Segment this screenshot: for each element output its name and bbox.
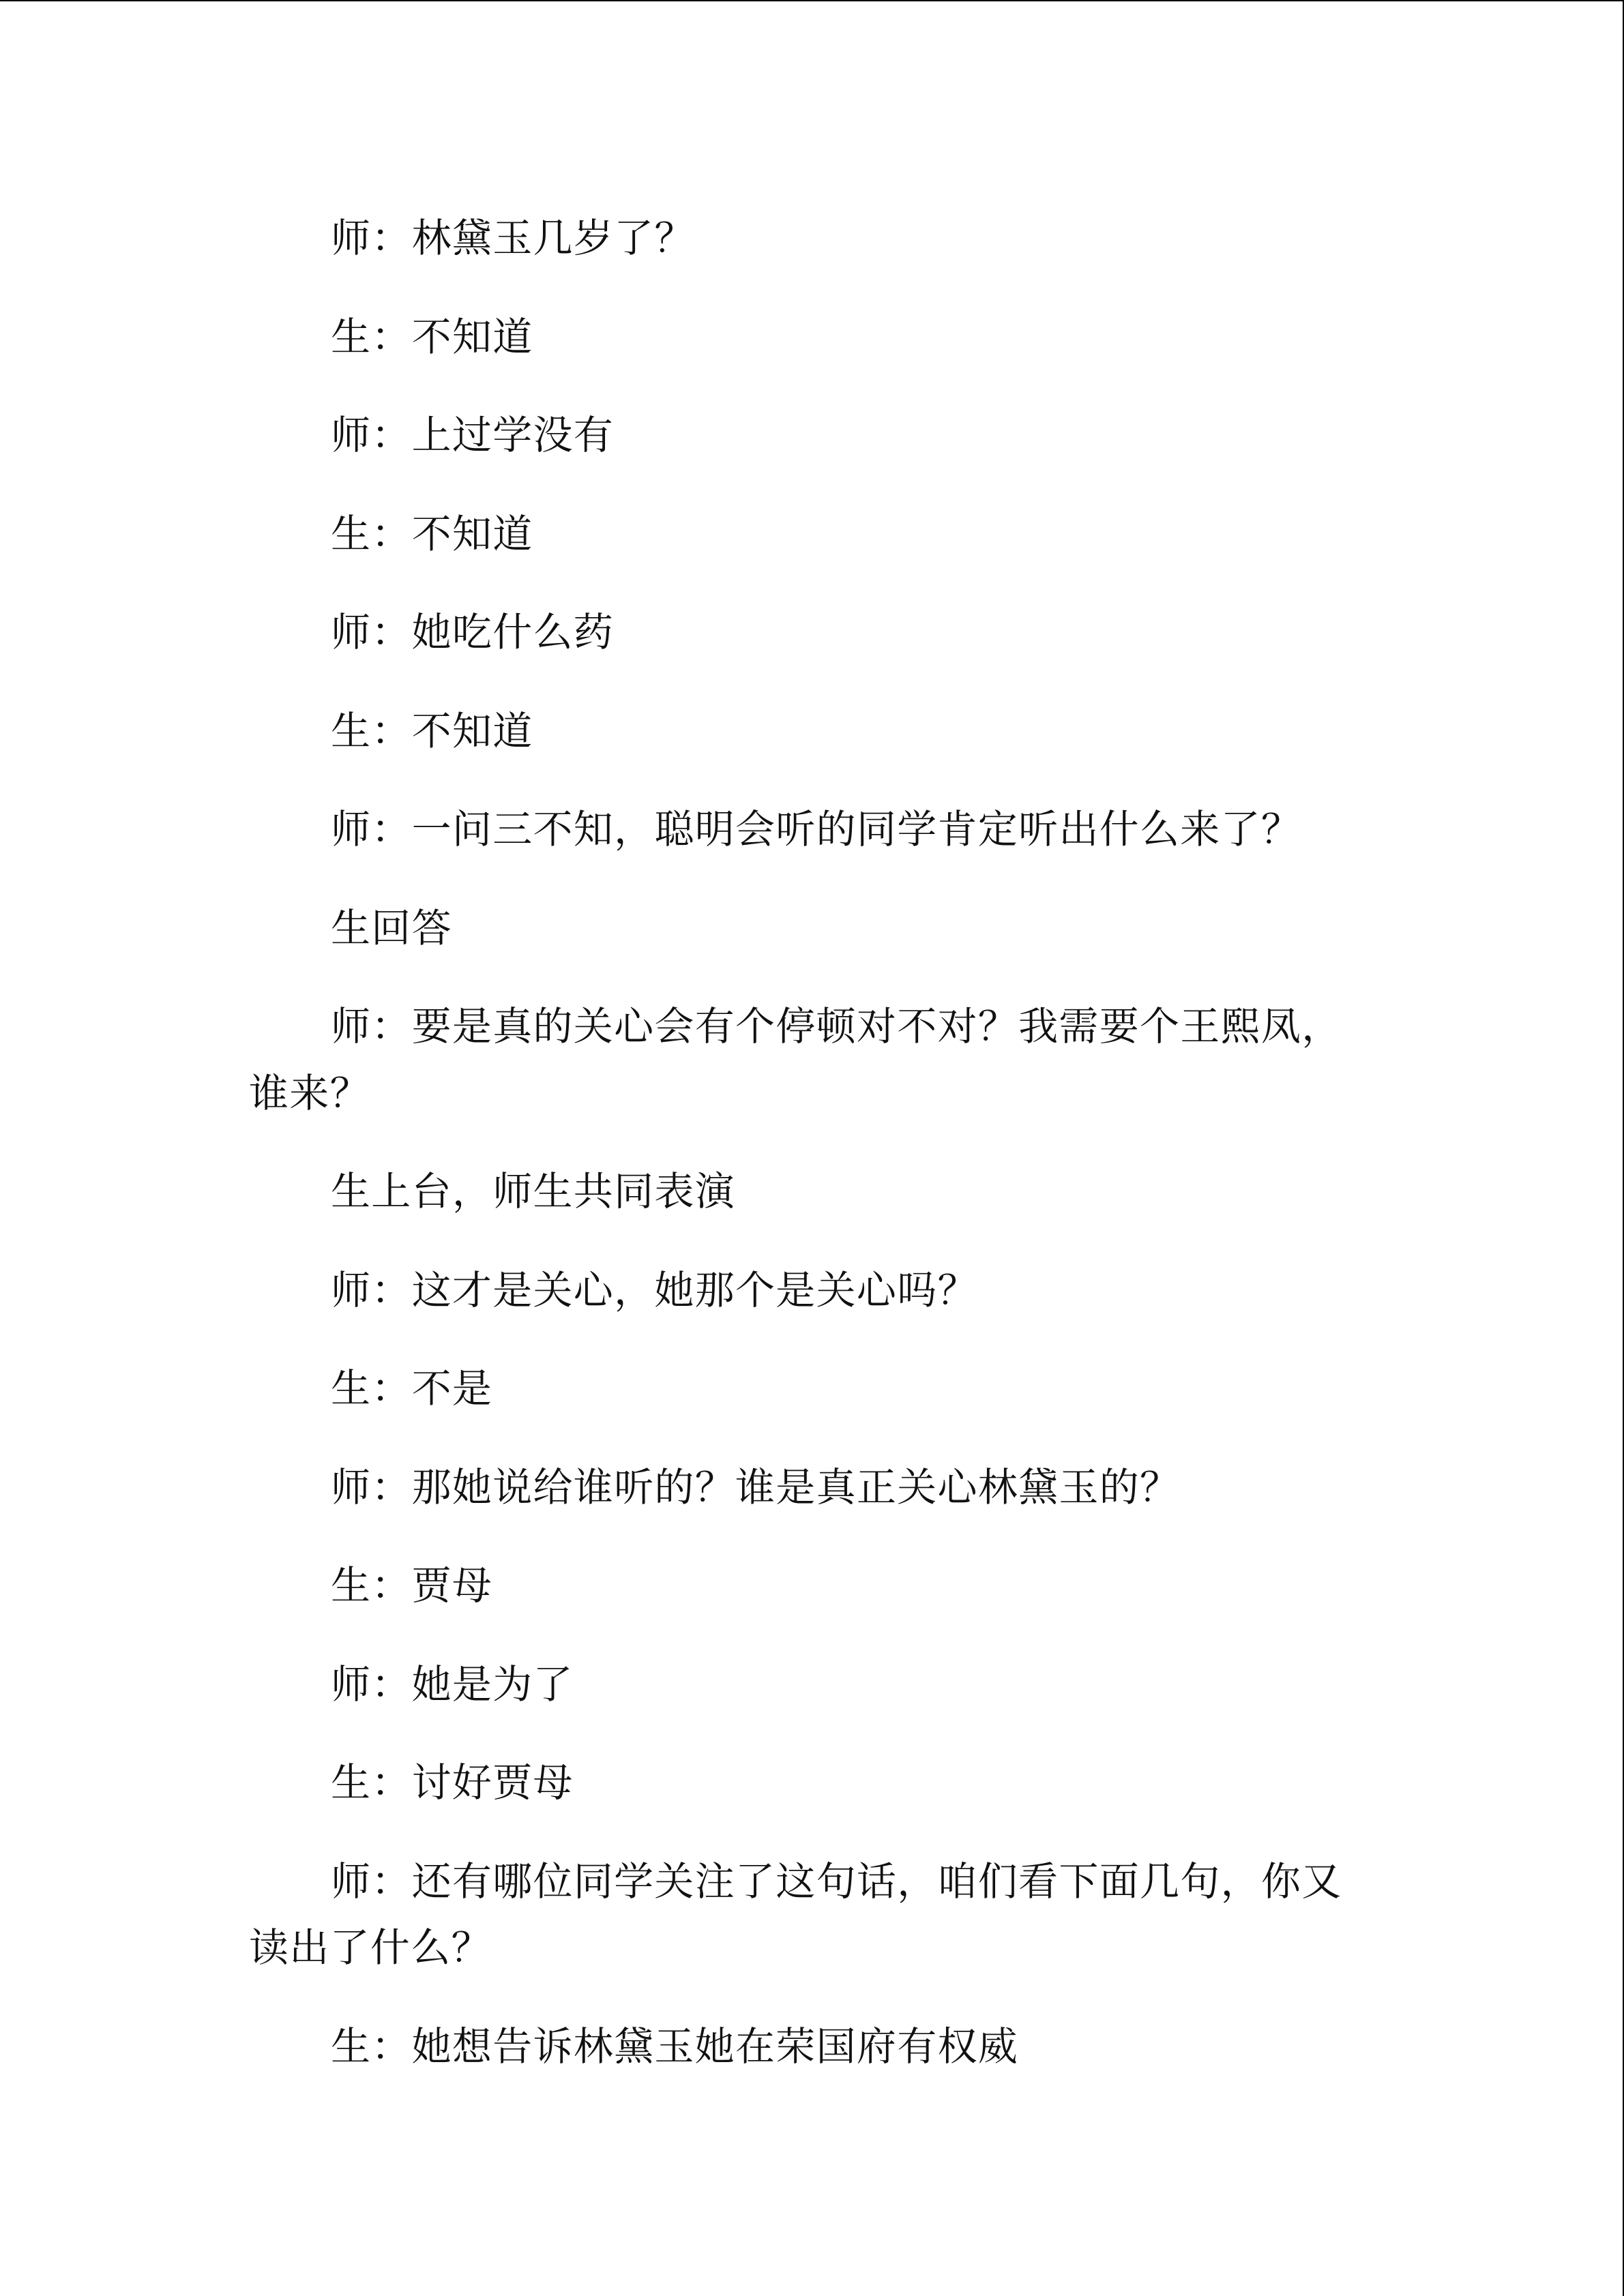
dialogue-paragraph — [249, 698, 1623, 765]
dialogue-line: 师：要是真的关心会有个停顿对不对？我需要个王熙凤， — [331, 1003, 1342, 1049]
dialogue-line-continuation: 谁来？ — [249, 1069, 370, 1116]
dialogue-paragraph — [249, 796, 1623, 863]
dialogue-line: 师：这才是关心，她那个是关心吗？ — [331, 1266, 978, 1313]
dialogue-line: 师：她是为了 — [331, 1660, 574, 1708]
dialogue-line: 生：不知道 — [331, 313, 533, 360]
dialogue-paragraph — [249, 205, 1623, 272]
dialogue-paragraph — [249, 1652, 1623, 1718]
dialogue-paragraph — [249, 1257, 1623, 1324]
dialogue-line: 生：她想告诉林黛玉她在荣国府有权威 — [331, 2023, 1019, 2070]
dialogue-line: 生上台，师生共同表演 — [331, 1168, 736, 1214]
dialogue-line: 师：一问三不知，聪明会听的同学肯定听出什么来了？ — [331, 806, 1302, 852]
dialogue-line: 生：讨好贾母 — [331, 1759, 574, 1806]
dialogue-paragraph — [249, 1849, 1623, 1982]
dialogue-line: 生：不知道 — [331, 510, 533, 557]
dialogue-paragraph — [249, 994, 1623, 1127]
dialogue-paragraph — [249, 599, 1623, 666]
dialogue-line: 师：上过学没有 — [331, 412, 615, 458]
dialogue-paragraph — [249, 1455, 1623, 1521]
dialogue-paragraph — [249, 1553, 1623, 1620]
dialogue-paragraph — [249, 1159, 1623, 1225]
dialogue-line: 生回答 — [331, 904, 452, 951]
dialogue-line: 生：不知道 — [331, 707, 533, 754]
dialogue-paragraph — [249, 1356, 1623, 1422]
dialogue-paragraph — [249, 501, 1623, 568]
dialogue-line: 师：还有哪位同学关注了这句话，咱们看下面几句，你又 — [331, 1858, 1342, 1905]
dialogue-line: 生：不是 — [331, 1365, 493, 1412]
dialogue-line: 师：林黛玉几岁了？ — [331, 215, 695, 261]
dialogue-line-continuation: 读出了什么？ — [249, 1924, 492, 1971]
dialogue-paragraph — [249, 304, 1623, 371]
dialogue-paragraph — [249, 2014, 1623, 2081]
dialogue-paragraph — [249, 402, 1623, 469]
dialogue-line: 师：她吃什么药 — [331, 609, 615, 655]
dialogue-line: 师：那她说给谁听的？谁是真正关心林黛玉的？ — [331, 1463, 1181, 1510]
dialogue-paragraph — [249, 895, 1623, 962]
dialogue-line: 生：贾母 — [331, 1562, 493, 1609]
dialogue-paragraph — [249, 1750, 1623, 1817]
